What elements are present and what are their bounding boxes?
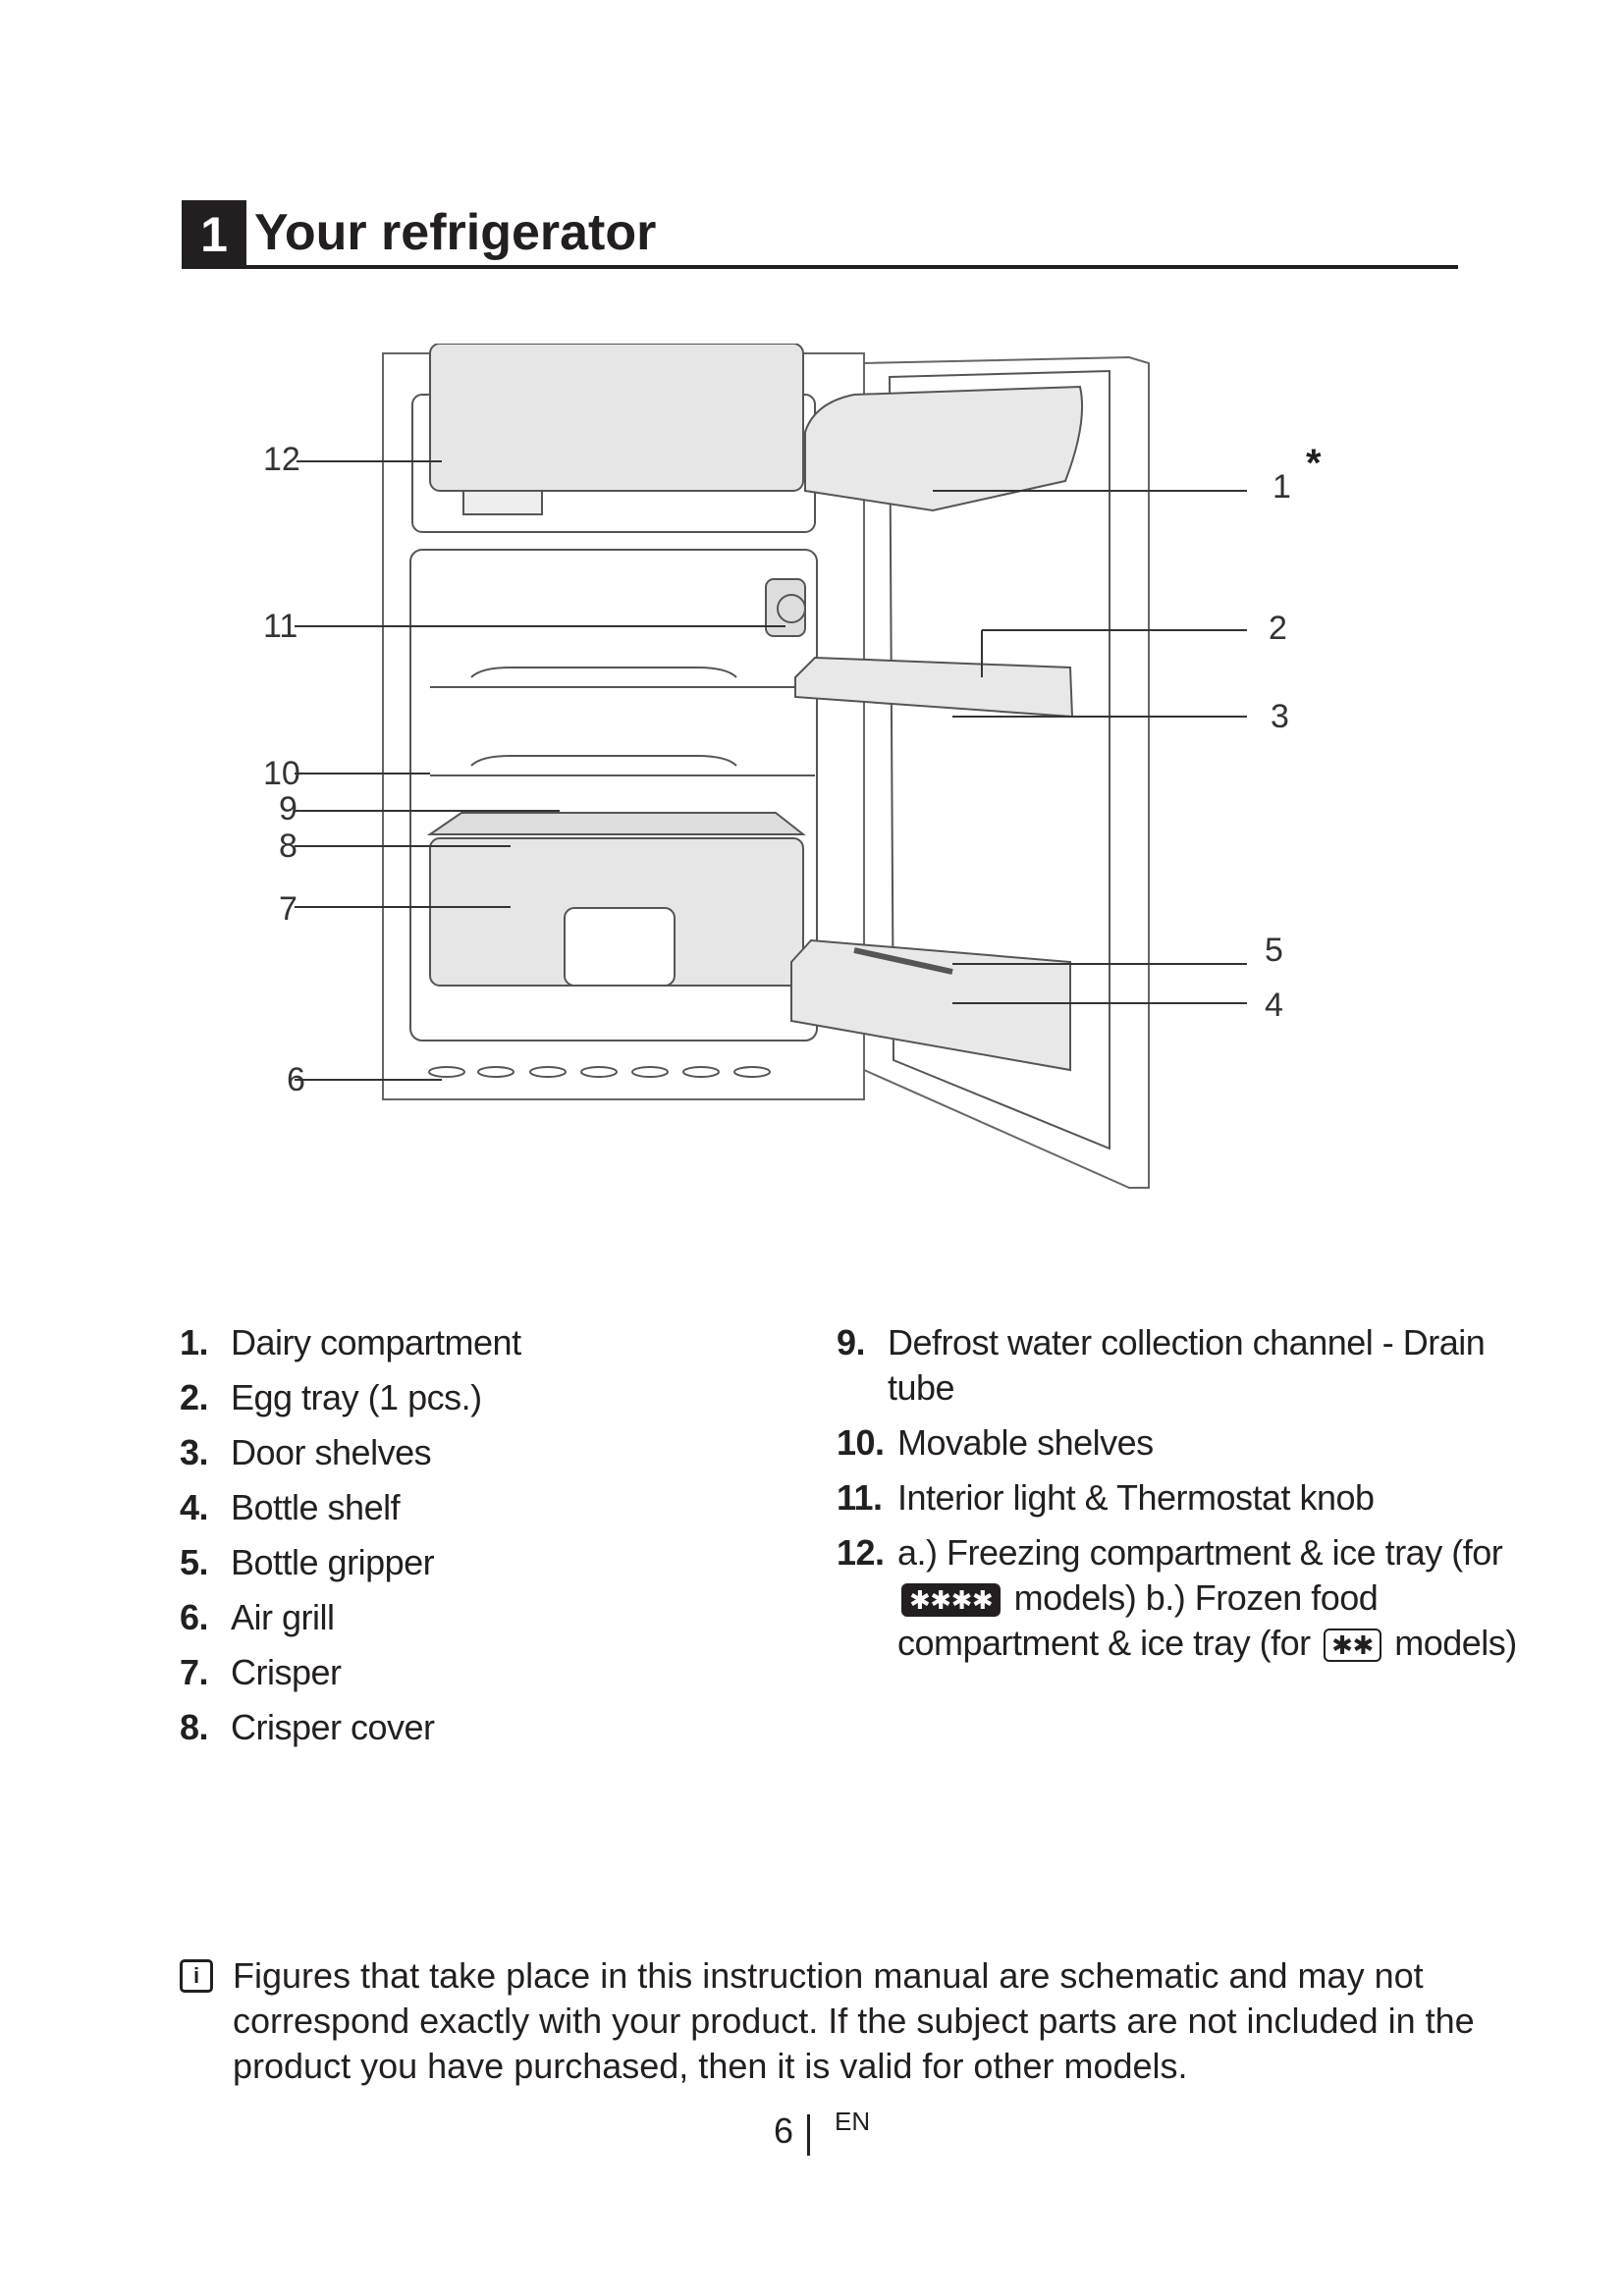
part-label: models) b.) Frozen food compartment & ice tray (for xyxy=(897,1577,1379,1663)
section-header xyxy=(182,196,1458,269)
callout-8: 8 xyxy=(279,828,298,865)
part-label: models) xyxy=(1394,1623,1517,1663)
callout-4: 4 xyxy=(1265,987,1283,1024)
part-label: Door shelves xyxy=(231,1432,432,1472)
part-number: 8. xyxy=(180,1707,209,1747)
callout-7: 7 xyxy=(279,890,298,928)
part-number: 2. xyxy=(180,1377,209,1417)
part-number: 9. xyxy=(837,1322,866,1362)
section-title: Your refrigerator xyxy=(254,204,657,261)
part-item xyxy=(180,1705,808,1750)
part-item xyxy=(180,1375,808,1420)
part-label: Crisper xyxy=(231,1652,342,1692)
part-item xyxy=(180,1650,808,1695)
page-divider xyxy=(807,2114,810,2156)
four-star-freezer-icon: ✱✱✱✱ xyxy=(901,1583,1001,1617)
part-item xyxy=(180,1485,808,1530)
refrigerator-drawing xyxy=(265,344,1345,1207)
part-label: Dairy compartment xyxy=(231,1322,521,1362)
part-label: Interior light & Thermostat knob xyxy=(897,1477,1375,1518)
part-number: 11. xyxy=(837,1477,883,1518)
note-text: Figures that take place in this instruction manual are schematic and may not correspond exactly with your product. If the subject parts are not included in the product you have purchased, then it is valid for other models. xyxy=(233,1955,1475,2086)
part-number: 12. xyxy=(837,1532,885,1573)
callout-10: 10 xyxy=(263,755,300,792)
page-language: EN xyxy=(835,2107,871,2136)
callout-3: 3 xyxy=(1271,698,1289,735)
part-label: Bottle shelf xyxy=(231,1487,401,1527)
part-item xyxy=(180,1595,808,1640)
part-number: 3. xyxy=(180,1432,209,1472)
callout-2: 2 xyxy=(1269,610,1287,647)
callout-6: 6 xyxy=(287,1061,305,1098)
part-number: 1. xyxy=(180,1322,209,1362)
part-item xyxy=(180,1320,808,1365)
part-number: 4. xyxy=(180,1487,209,1527)
callout-11: 11 xyxy=(263,608,298,645)
info-icon: i xyxy=(180,1959,213,1993)
callout-asterisk: * xyxy=(1306,442,1322,485)
part-item xyxy=(837,1530,1524,1666)
parts-list-right xyxy=(837,1320,1524,1676)
part-label: Crisper cover xyxy=(231,1707,435,1747)
part-item xyxy=(180,1540,808,1585)
part-label: Movable shelves xyxy=(897,1422,1154,1463)
part-item xyxy=(180,1430,808,1475)
part-item xyxy=(837,1475,1524,1521)
part-number: 5. xyxy=(180,1542,209,1582)
part-item xyxy=(837,1420,1524,1466)
callout-12: 12 xyxy=(263,441,300,478)
section-number: 1 xyxy=(182,200,246,269)
part-label: Defrost water collection channel - Drain tube xyxy=(888,1322,1486,1408)
part-label: a.) Freezing compartment & ice tray (for xyxy=(897,1532,1503,1573)
part-label: Air grill xyxy=(231,1597,335,1637)
page-number: 6 xyxy=(774,2110,794,2151)
section-rule xyxy=(182,265,1458,269)
part-label: Egg tray (1 pcs.) xyxy=(231,1377,482,1417)
callout-1: 1 xyxy=(1272,468,1291,506)
parts-list-left xyxy=(180,1320,808,1760)
callout-5: 5 xyxy=(1265,932,1283,969)
part-item xyxy=(837,1320,1524,1411)
part-number: 7. xyxy=(180,1652,209,1692)
part-number: 10. xyxy=(837,1422,885,1463)
callout-9: 9 xyxy=(279,790,298,828)
part-number: 6. xyxy=(180,1597,209,1637)
part-label: Bottle gripper xyxy=(231,1542,435,1582)
two-star-freezer-icon: ✱✱ xyxy=(1324,1629,1381,1662)
refrigerator-diagram xyxy=(265,344,1345,1207)
info-note xyxy=(180,1953,1515,2089)
